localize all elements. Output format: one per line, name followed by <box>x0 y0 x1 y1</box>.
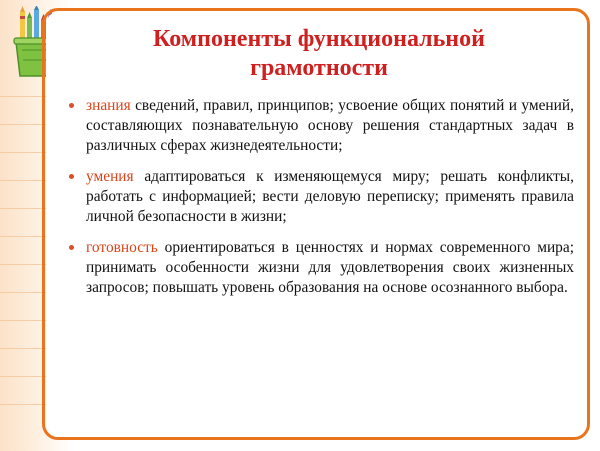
list-item <box>64 238 574 298</box>
page-title-line2: грамотности <box>250 55 388 82</box>
bullet-dot-icon <box>69 174 74 179</box>
list-item <box>64 96 574 156</box>
slide-content <box>46 11 590 437</box>
page-title-line1: Компоненты функциональной <box>153 26 485 52</box>
list-item-text: адаптироваться к изменяющемуся миру; решать конфликты, работать с информацией; вести деловую переписку; применять правила личной безопасности в жизни; <box>86 167 574 225</box>
list-item-keyword: умения <box>86 167 145 185</box>
list-item-text: сведений, правил, принципов; усвоение общих понятий и умений, составляющих познавательную основу решения стандартных задач в различных сферах жизнедеятельности; <box>86 96 574 154</box>
list-item-keyword: знания <box>86 96 136 114</box>
list-item-keyword: готовность <box>86 238 165 256</box>
list-item-text: ориентироваться в ценностях и нормах современного мира; принимать особенности жизни для удовлетворения своих жизненных запросов; повышать уровень образования на основе осознанного выбора. <box>86 238 574 296</box>
bullet-dot-icon <box>69 245 74 250</box>
bullet-dot-icon <box>69 103 74 108</box>
page-title <box>78 25 560 84</box>
bullet-list <box>64 96 574 298</box>
list-item <box>64 167 574 227</box>
